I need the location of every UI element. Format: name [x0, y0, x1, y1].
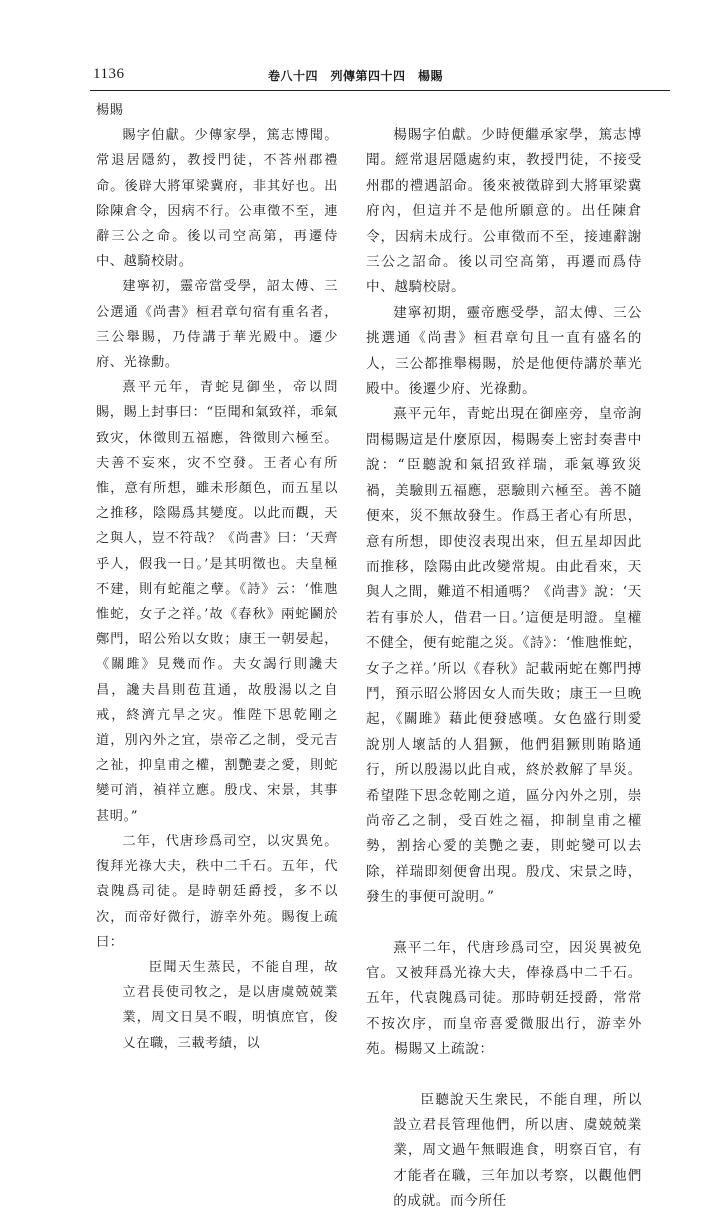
header-rule [90, 90, 670, 91]
left-column-original-text [96, 98, 338, 1056]
left-paragraph: 賜字伯獻。少傳家學，篤志博聞。常退居隱約，教授門徒，不荅州郡禮命。後辟大將軍梁冀府，非其好也。出除陳倉令，因病不行。公車徵不至，連辭三公之命。後以司空高第，再遷侍中、越騎校尉。 [96, 128, 338, 270]
left-paragraph: 建寧初，靈帝當受學，詔太傅、三公選通《尚書》桓君章句宿有重名者，三公舉賜，乃侍講于華光殿中。遷少府、光祿勳。 [96, 279, 338, 371]
right-quote: 臣聽說天生衆民，不能自理，所以設立君長管理他們，所以唐、虞兢兢業業，周文過午無暇進食，明察百官，有才能者在職，三年加以考察，以觀他們的成就。而今所任 [393, 1091, 642, 1210]
left-quote: 臣聞天生蒸民，不能自理，故立君長使司牧之，是以唐虞兢兢業業，周文日昊不暇，明慎庶官，俊乂在職，三載考績，以 [122, 959, 338, 1051]
right-column-translation [366, 98, 642, 1215]
page-number: 1136 [93, 66, 125, 82]
left-paragraph: 二年，代唐珍爲司空，以灾異免。復拜光祿大夫，秩中二千石。五年，代袁隗爲司徒。是時朝廷爵授，多不以次，而帝好微行，游幸外苑。賜復上疏曰： [96, 833, 338, 950]
right-paragraph: 熹平元年，青蛇出現在御座旁，皇帝詢問楊賜這是什麼原因，楊賜奏上密封奏書中說：“臣聽說和氣招致祥瑞，乖氣導致災禍，美驗則五福應，惡驗則六極至。善不隨便來，災不無故發生。作爲王者心有所思，意有所想，即使沒表現出來，但五星却因此而推移，陰陽由此改變常規。由此看來，天與人之間，難道不相通嗎？《尚書》說：‘天若有事於人，借君一日。’這便是明證。皇權不健全，便有蛇龍之災。《詩》：‘惟虺惟蛇，女子之祥。’所以《春秋》記載兩蛇在鄭門搏鬥，預示昭公將因女人而失敗；康王一旦晚起，《關雎》藉此便發感嘆。女色盛行則愛說別人壞話的人猖獗，他們猖獗則賄賂通行，所以殷湯以此自戒，終於救解了旱災。希望陛下思念乾剛之道，區分內外之別，崇尚帝乙之制，受百姓之福，抑制皇甫之權勢，割捨心愛的美艷之妻，則蛇變可以去除，祥瑞即刻便會出現。殷戊、宋景之時，發生的事便可說明。” [366, 406, 642, 906]
section-title: 楊賜 [96, 103, 124, 118]
right-paragraph: 建寧初期，靈帝應受學，詔太傅、三公挑選通《尚書》桓君章句且一直有盛名的人，三公都推舉楊賜，於是他便侍講於華光殿中。後遷少府、光祿勳。 [366, 304, 642, 398]
left-paragraph: 熹平元年，青蛇見御坐，帝以問賜，賜上封事曰：“臣聞和氣致祥，乖氣致灾，休徵則五福應，咎徵則六極至。夫善不妄來，灾不空發。王者心有所惟，意有所想，雖未形顏色，而五星以之推移，陰陽爲其變度。以此而觀，天之與人，豈不符哉？《尚書》曰：‘天齊乎人，假我一日。’是其明徵也。夫皇極不建，則有蛇龍之孽。《詩》云：‘惟虺惟蛇，女子之祥。’故《春秋》兩蛇鬬於鄭門，昭公殆以女敗；康王一朝晏起，《關雎》見幾而作。夫女謁行則讒夫昌，讒夫昌則苞苴通，故殷湯以之自戒，終濟亢旱之灾。惟陛下思乾剛之道，別內外之宜，崇帝乙之制，受元吉之祉，抑皇甫之權，割艷妻之愛，則蛇變可消，禎祥立應。殷戊、宋景，其事甚明。” [96, 380, 338, 824]
running-head: 卷八十四 列傳第四十四 楊賜 [268, 69, 444, 83]
right-paragraph: 楊賜字伯獻。少時便繼承家學，篤志博聞。經常退居隱處約束，教授門徒，不接受州郡的禮遇詔命。後來被徵辟到大將軍梁冀府內，但這并不是他所願意的。出任陳倉令，因病未成行。公車徵而不至，接連辭謝三公之詔命。後以司空高第，再遷而爲侍中、越騎校尉。 [366, 127, 642, 296]
right-paragraph: 熹平二年，代唐珍爲司空，因災異被免官。又被拜爲光祿大夫，俸祿爲中二千石。五年，代袁隗爲司徒。那時朝廷授爵，常常不按次序，而皇帝喜愛微服出行，游幸外苑。楊賜又上疏說： [366, 939, 642, 1058]
